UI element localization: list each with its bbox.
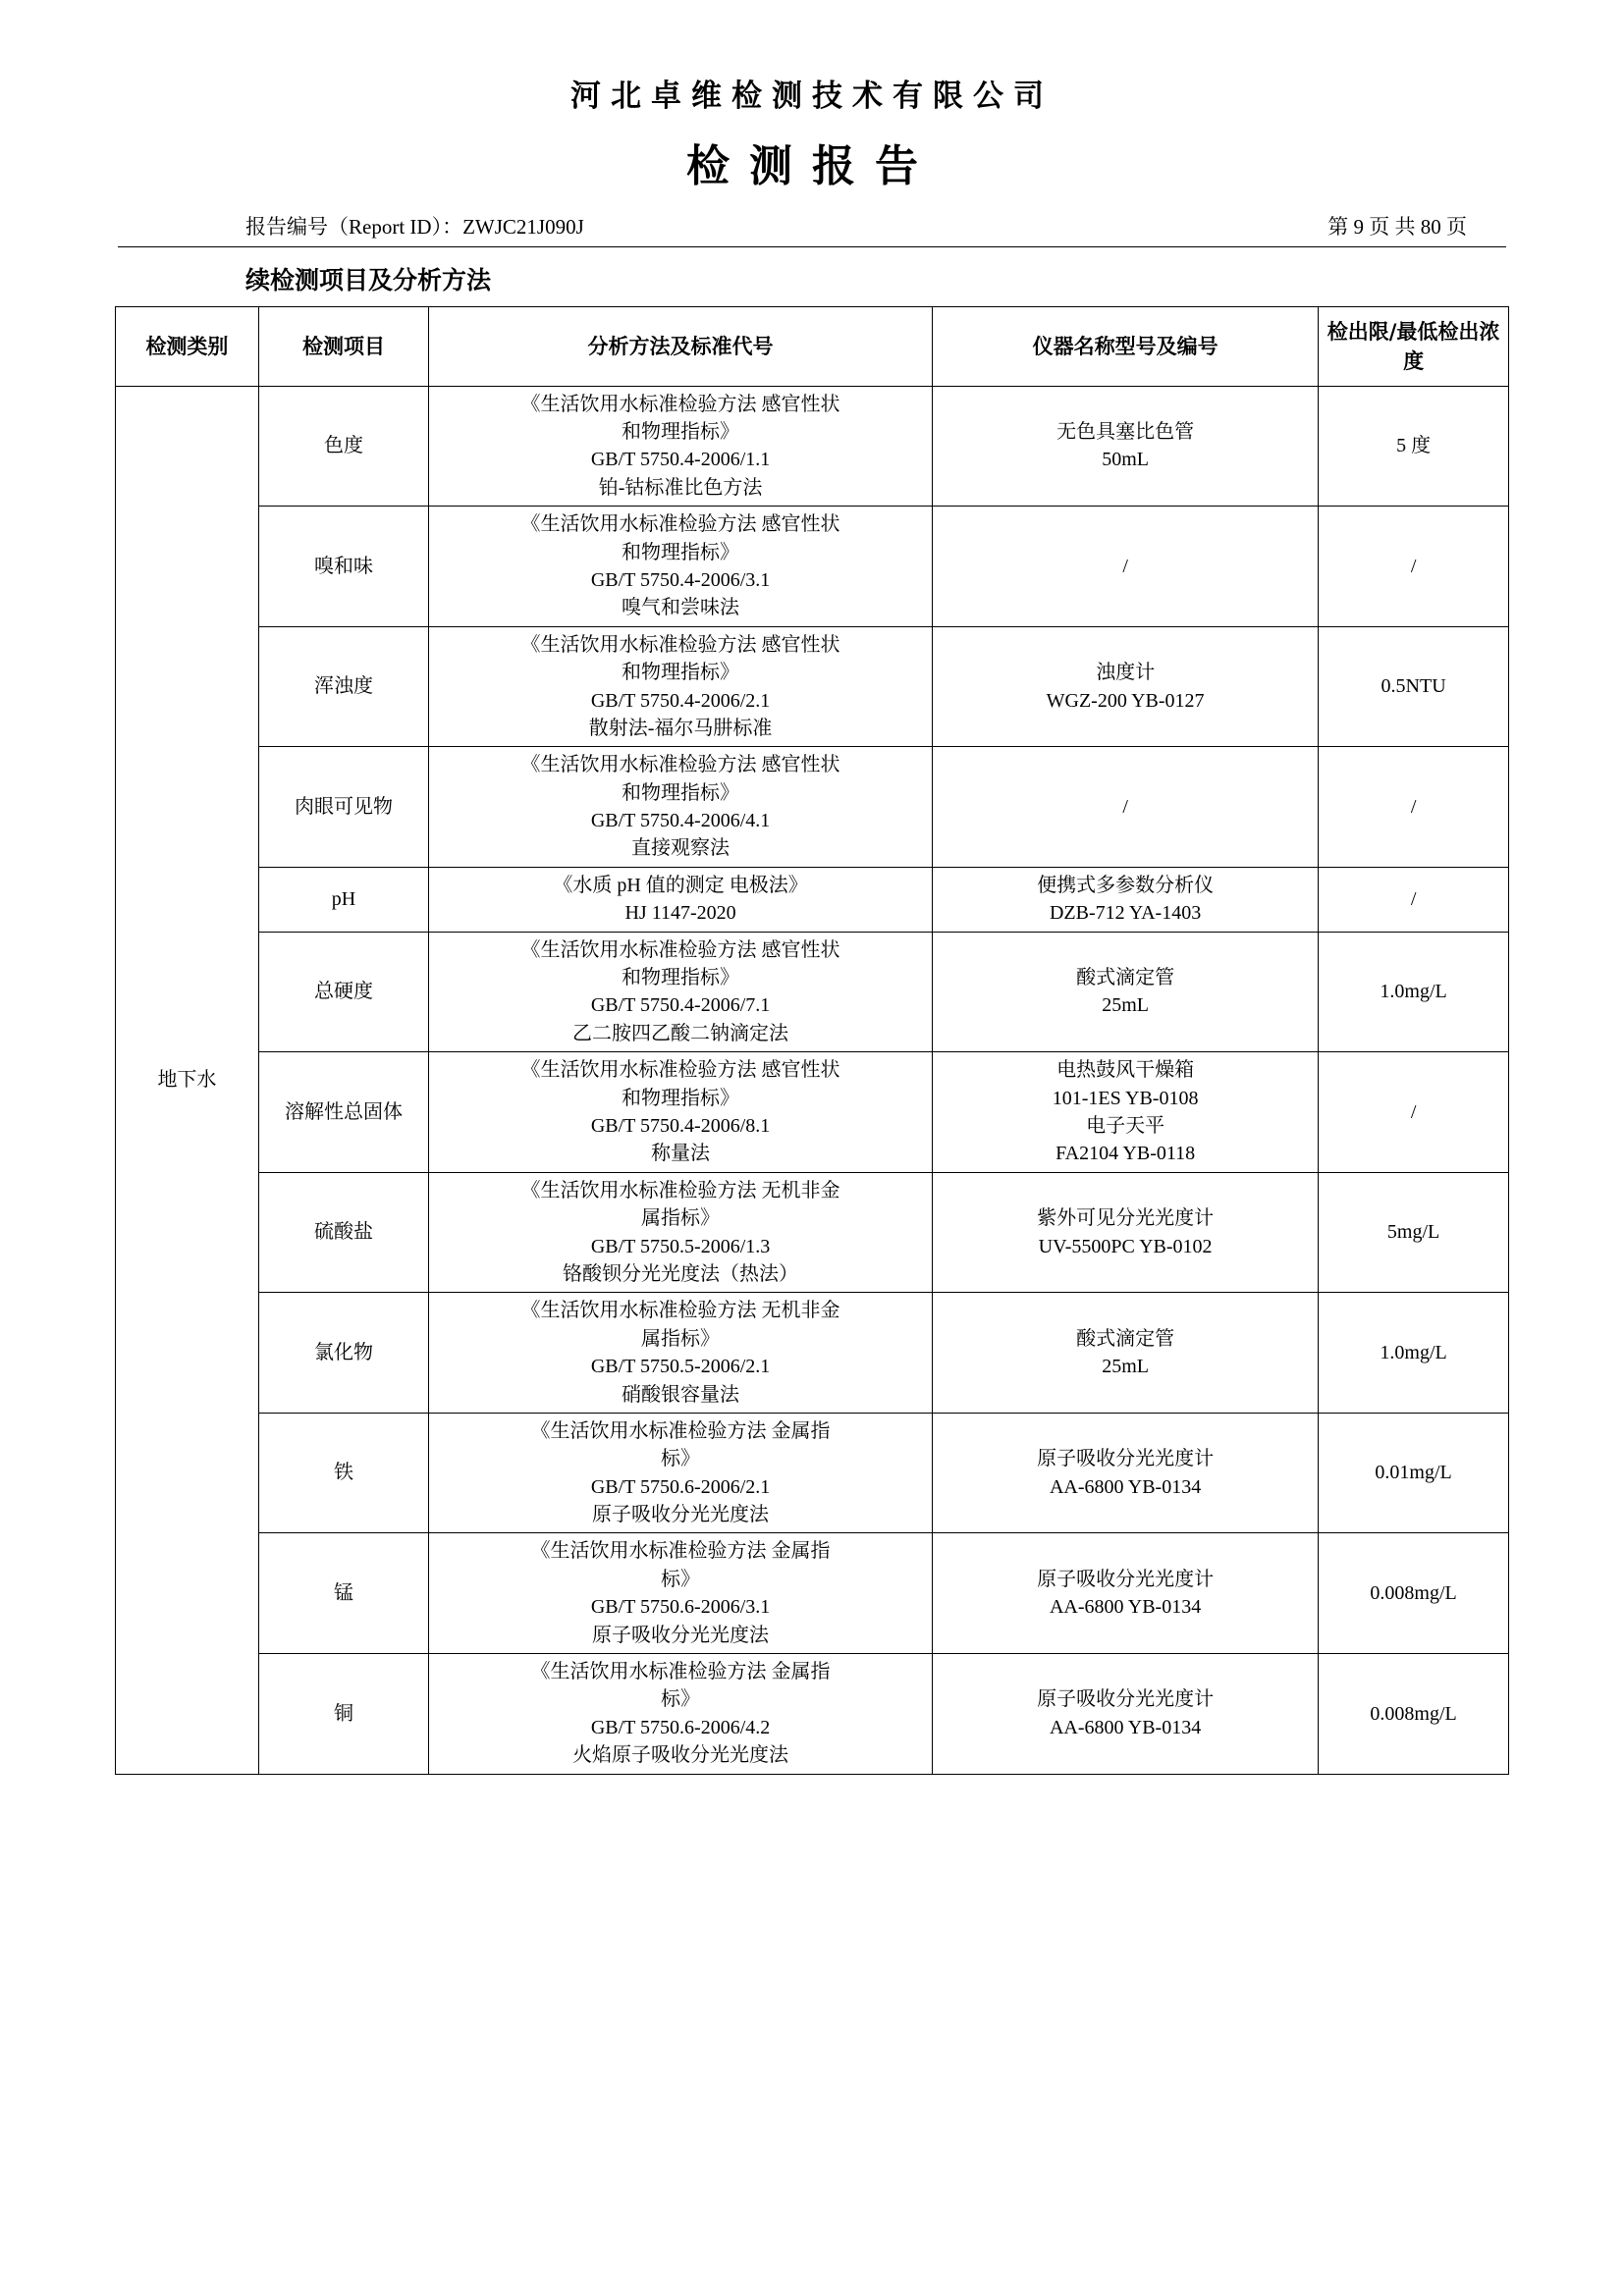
instrument-line: 紫外可见分光光度计	[1037, 1207, 1215, 1230]
cell-item: 铁	[258, 1413, 428, 1533]
method-line: 《生活饮用水标准检验方法 金属指	[530, 1419, 831, 1442]
cell-method	[429, 932, 933, 1052]
page-number: 第 9 页 共 80 页	[1327, 215, 1467, 239]
cell-limit: 5mg/L	[1319, 1172, 1509, 1293]
method-line: 《生活饮用水标准检验方法 感官性状	[520, 754, 840, 776]
table-row	[116, 747, 1509, 868]
column-header-item: 检测项目	[258, 307, 428, 387]
cell-item: 色度	[258, 386, 428, 507]
instrument-line: 便携式多参数分析仪	[1037, 874, 1215, 896]
column-header-method: 分析方法及标准代号	[429, 307, 933, 387]
cell-item: pH	[258, 867, 428, 932]
instrument-line: 原子吸收分光光度计	[1037, 1448, 1215, 1470]
table-row	[116, 1413, 1509, 1533]
instrument-line: DZB-712 YA-1403	[1049, 902, 1202, 925]
cell-instrument	[933, 932, 1319, 1052]
column-header-category: 检测类别	[116, 307, 259, 387]
method-line: 乙二胺四乙酸二钠滴定法	[572, 1022, 789, 1044]
document-title: 检测报告	[686, 141, 938, 191]
cell-method	[429, 867, 933, 932]
cell-instrument	[933, 1172, 1319, 1293]
table-row	[116, 386, 1509, 507]
cell-limit: /	[1319, 747, 1509, 868]
instrument-line: 原子吸收分光光度计	[1037, 1688, 1215, 1711]
cell-instrument	[933, 1413, 1319, 1533]
table-row	[116, 1293, 1509, 1414]
table-header-row	[116, 307, 1509, 387]
method-line: 和物理指标》	[622, 781, 740, 804]
method-line: 直接观察法	[631, 837, 731, 860]
cell-method	[429, 1413, 933, 1533]
method-line: GB/T 5750.4-2006/2.1	[590, 689, 771, 712]
method-line: 散射法-福尔马肼标准	[588, 717, 773, 739]
method-line: GB/T 5750.4-2006/4.1	[590, 810, 771, 832]
header-divider	[118, 246, 1506, 247]
table-row	[116, 1533, 1509, 1654]
cell-item: 肉眼可见物	[258, 747, 428, 868]
instrument-line: WGZ-200 YB-0127	[1046, 689, 1205, 712]
method-line: 原子吸收分光光度法	[592, 1624, 770, 1646]
method-line: 《生活饮用水标准检验方法 感官性状	[520, 633, 840, 656]
instrument-line: AA-6800 YB-0134	[1049, 1596, 1202, 1619]
cell-method	[429, 747, 933, 868]
cell-instrument	[933, 507, 1319, 627]
report-id: 报告编号（Report ID）：ZWJC21J090J	[245, 215, 584, 239]
table-row	[116, 1172, 1509, 1293]
method-line: GB/T 5750.5-2006/1.3	[590, 1235, 771, 1257]
table-row	[116, 626, 1509, 747]
method-line: GB/T 5750.6-2006/3.1	[590, 1596, 771, 1619]
method-line: 称量法	[651, 1143, 711, 1165]
cell-limit: 0.5NTU	[1319, 626, 1509, 747]
method-line: GB/T 5750.4-2006/7.1	[590, 994, 771, 1017]
method-line: 《生活饮用水标准检验方法 感官性状	[520, 1059, 840, 1082]
cell-limit: 1.0mg/L	[1319, 932, 1509, 1052]
method-line: 属指标》	[641, 1327, 721, 1350]
cell-instrument	[933, 747, 1319, 868]
instrument-line: 电子天平	[1086, 1115, 1165, 1137]
methods-table	[115, 306, 1509, 1775]
method-line: GB/T 5750.4-2006/3.1	[590, 568, 771, 591]
method-line: 标》	[661, 1688, 701, 1711]
cell-limit: 0.008mg/L	[1319, 1654, 1509, 1775]
instrument-line: 酸式滴定管	[1076, 1327, 1175, 1350]
method-line: 和物理指标》	[622, 421, 740, 444]
column-header-instrument: 仪器名称型号及编号	[933, 307, 1319, 387]
section-title: 续检测项目及分析方法	[245, 266, 492, 294]
method-line: GB/T 5750.6-2006/4.2	[590, 1716, 771, 1738]
instrument-line: 原子吸收分光光度计	[1037, 1568, 1215, 1590]
method-line: 铬酸钡分光光度法（热法）	[563, 1262, 799, 1285]
instrument-line: 浊度计	[1096, 662, 1156, 684]
method-line: 《生活饮用水标准检验方法 感官性状	[520, 938, 840, 961]
method-line: 标》	[661, 1568, 701, 1590]
instrument-line: 酸式滴定管	[1076, 967, 1175, 989]
cell-method	[429, 626, 933, 747]
instrument-line: 50mL	[1102, 449, 1149, 471]
cell-method	[429, 1052, 933, 1173]
instrument-line: /	[1122, 795, 1128, 818]
table-row	[116, 1052, 1509, 1173]
cell-limit: 1.0mg/L	[1319, 1293, 1509, 1414]
method-line: HJ 1147-2020	[624, 902, 736, 925]
table-row	[116, 507, 1509, 627]
cell-limit: /	[1319, 1052, 1509, 1173]
method-line: 属指标》	[641, 1207, 721, 1230]
cell-item: 溶解性总固体	[258, 1052, 428, 1173]
table-row	[116, 932, 1509, 1052]
cell-method	[429, 1533, 933, 1654]
cell-method	[429, 386, 933, 507]
method-line: 原子吸收分光光度法	[592, 1504, 770, 1526]
instrument-line: UV-5500PC YB-0102	[1038, 1235, 1213, 1257]
method-line: 《水质 pH 值的测定 电极法》	[553, 874, 808, 896]
cell-item: 硫酸盐	[258, 1172, 428, 1293]
company-name: 河北卓维检测技术有限公司	[570, 79, 1054, 114]
cell-limit: 0.01mg/L	[1319, 1413, 1509, 1533]
cell-limit: /	[1319, 507, 1509, 627]
method-line: GB/T 5750.4-2006/8.1	[590, 1115, 771, 1137]
instrument-line: 25mL	[1102, 1356, 1149, 1378]
cell-method	[429, 1654, 933, 1775]
cell-item: 嗅和味	[258, 507, 428, 627]
cell-item: 铜	[258, 1654, 428, 1775]
method-line: 铂-钴标准比色方法	[598, 476, 763, 499]
cell-limit: 5 度	[1319, 386, 1509, 507]
document-header	[0, 0, 1624, 193]
instrument-line: /	[1122, 555, 1128, 577]
instrument-line: FA2104 YB-0118	[1056, 1143, 1196, 1165]
instrument-line: 25mL	[1102, 994, 1149, 1017]
method-line: 标》	[661, 1448, 701, 1470]
cell-instrument	[933, 626, 1319, 747]
cell-item: 锰	[258, 1533, 428, 1654]
method-line: 和物理指标》	[622, 662, 740, 684]
cell-item: 总硬度	[258, 932, 428, 1052]
method-line: 《生活饮用水标准检验方法 感官性状	[520, 393, 840, 415]
report-meta	[245, 211, 1467, 240]
instrument-line: AA-6800 YB-0134	[1049, 1716, 1202, 1738]
cell-method	[429, 1172, 933, 1293]
cell-instrument	[933, 1654, 1319, 1775]
method-line: 嗅气和尝味法	[622, 597, 740, 619]
method-line: 和物理指标》	[622, 967, 740, 989]
instrument-line: 无色具塞比色管	[1056, 421, 1195, 444]
instrument-line: 101-1ES YB-0108	[1052, 1087, 1199, 1109]
method-line: GB/T 5750.5-2006/2.1	[590, 1356, 771, 1378]
cell-category: 地下水	[116, 386, 259, 1774]
cell-instrument	[933, 1293, 1319, 1414]
table-row	[116, 1654, 1509, 1775]
method-line: 硝酸银容量法	[622, 1383, 740, 1406]
cell-limit: 0.008mg/L	[1319, 1533, 1509, 1654]
cell-method	[429, 507, 933, 627]
method-line: 《生活饮用水标准检验方法 金属指	[530, 1540, 831, 1563]
cell-instrument	[933, 1052, 1319, 1173]
cell-instrument	[933, 867, 1319, 932]
cell-method	[429, 1293, 933, 1414]
instrument-line: 电热鼓风干燥箱	[1056, 1059, 1195, 1082]
method-line: 《生活饮用水标准检验方法 金属指	[530, 1661, 831, 1683]
table-row	[116, 867, 1509, 932]
cell-instrument	[933, 1533, 1319, 1654]
method-line: 《生活饮用水标准检验方法 无机非金	[520, 1300, 840, 1322]
method-line: 火焰原子吸收分光光度法	[572, 1744, 789, 1767]
column-header-limit: 检出限/最低检出浓度	[1319, 307, 1509, 387]
cell-limit: /	[1319, 867, 1509, 932]
method-line: 和物理指标》	[622, 541, 740, 563]
instrument-line: AA-6800 YB-0134	[1049, 1475, 1202, 1498]
method-line: 《生活饮用水标准检验方法 无机非金	[520, 1179, 840, 1201]
cell-item: 氯化物	[258, 1293, 428, 1414]
method-line: 《生活饮用水标准检验方法 感官性状	[520, 513, 840, 536]
cell-item: 浑浊度	[258, 626, 428, 747]
cell-instrument	[933, 386, 1319, 507]
method-line: GB/T 5750.4-2006/1.1	[590, 449, 771, 471]
method-line: GB/T 5750.6-2006/2.1	[590, 1475, 771, 1498]
method-line: 和物理指标》	[622, 1087, 740, 1109]
